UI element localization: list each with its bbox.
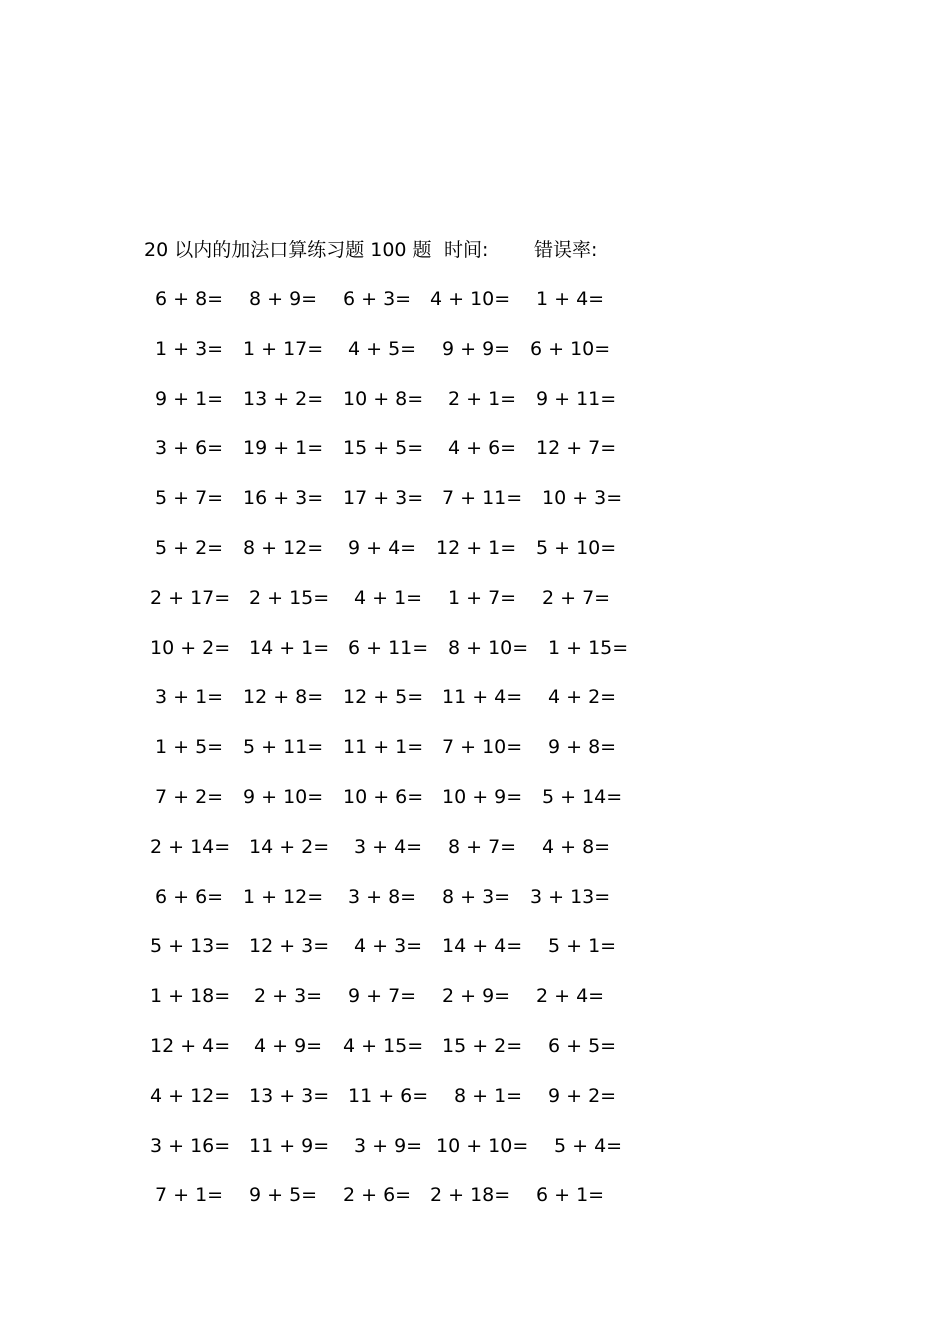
problem-item: 9 + 11= bbox=[536, 387, 617, 410]
problem-item: 4 + 2= bbox=[548, 686, 617, 709]
problem-row bbox=[0, 533, 950, 563]
problem-item: 10 + 8= bbox=[343, 387, 424, 410]
problem-item: 1 + 15= bbox=[548, 636, 629, 659]
problem-item: 10 + 9= bbox=[442, 786, 523, 808]
problem-item: 5 + 2= bbox=[155, 537, 224, 559]
problem-row bbox=[0, 1081, 950, 1111]
problem-row bbox=[0, 384, 950, 414]
problem-item: 8 + 1= bbox=[454, 1084, 523, 1107]
problem-item: 2 + 14= bbox=[150, 835, 231, 858]
problem-item: 12 + 5= bbox=[343, 686, 424, 709]
problem-item: 2 + 4= bbox=[536, 985, 605, 1008]
problem-item: 9 + 5= bbox=[249, 1184, 318, 1207]
problem-item: 12 + 1= bbox=[436, 537, 517, 559]
problem-item: 8 + 10= bbox=[448, 636, 529, 659]
problem-item: 4 + 1= bbox=[354, 586, 423, 609]
problem-item: 1 + 4= bbox=[536, 288, 605, 310]
problem-item: 14 + 1= bbox=[249, 636, 330, 659]
problem-item: 4 + 10= bbox=[430, 288, 511, 310]
problem-item: 1 + 5= bbox=[155, 736, 224, 759]
problem-item: 5 + 11= bbox=[243, 736, 324, 759]
problem-item: 9 + 1= bbox=[155, 387, 224, 410]
problem-row bbox=[0, 334, 950, 364]
problem-item: 2 + 6= bbox=[343, 1184, 412, 1207]
problem-item: 12 + 7= bbox=[536, 437, 617, 460]
problem-item: 16 + 3= bbox=[243, 487, 324, 510]
problem-item: 3 + 16= bbox=[150, 1134, 231, 1157]
problem-item: 14 + 2= bbox=[249, 835, 330, 858]
problem-item: 7 + 10= bbox=[442, 736, 523, 759]
problem-item: 2 + 18= bbox=[430, 1184, 511, 1207]
problem-item: 9 + 4= bbox=[348, 537, 417, 559]
problem-item: 6 + 10= bbox=[530, 337, 611, 360]
problem-item: 5 + 7= bbox=[155, 487, 224, 510]
problem-item: 4 + 6= bbox=[448, 437, 517, 460]
problem-row bbox=[0, 782, 950, 812]
problem-item: 5 + 4= bbox=[554, 1134, 623, 1157]
problem-item: 3 + 8= bbox=[348, 885, 417, 908]
problem-item: 2 + 3= bbox=[254, 985, 323, 1008]
problem-item: 12 + 3= bbox=[249, 935, 330, 958]
problem-item: 11 + 9= bbox=[249, 1134, 330, 1157]
problem-item: 13 + 2= bbox=[243, 387, 324, 410]
problem-item: 19 + 1= bbox=[243, 437, 324, 460]
problem-row bbox=[0, 433, 950, 463]
problem-item: 15 + 5= bbox=[343, 437, 424, 460]
problem-row bbox=[0, 483, 950, 513]
time-label: 时间: bbox=[444, 239, 489, 261]
problem-item: 4 + 8= bbox=[542, 835, 611, 858]
problem-item: 8 + 9= bbox=[249, 288, 318, 310]
problem-row bbox=[0, 1031, 950, 1061]
worksheet-title: 20 以内的加法口算练习题 100 题 bbox=[144, 239, 432, 261]
problem-item: 3 + 1= bbox=[155, 686, 224, 709]
problem-item: 5 + 13= bbox=[150, 935, 231, 958]
problem-item: 2 + 1= bbox=[448, 387, 517, 410]
problem-item: 8 + 12= bbox=[243, 537, 324, 559]
problem-item: 1 + 12= bbox=[243, 885, 324, 908]
problem-item: 6 + 1= bbox=[536, 1184, 605, 1207]
problem-item: 5 + 1= bbox=[548, 935, 617, 958]
problem-item: 9 + 7= bbox=[348, 985, 417, 1008]
problem-item: 1 + 18= bbox=[150, 985, 231, 1008]
problem-item: 1 + 17= bbox=[243, 337, 324, 360]
problem-item: 9 + 2= bbox=[548, 1084, 617, 1107]
problem-item: 3 + 9= bbox=[354, 1134, 423, 1157]
problem-item: 10 + 6= bbox=[343, 786, 424, 808]
problem-item: 4 + 12= bbox=[150, 1084, 231, 1107]
problem-row bbox=[0, 284, 950, 314]
problem-item: 2 + 17= bbox=[150, 586, 231, 609]
problem-item: 8 + 3= bbox=[442, 885, 511, 908]
problem-item: 6 + 6= bbox=[155, 885, 224, 908]
problem-item: 11 + 1= bbox=[343, 736, 424, 759]
problem-row bbox=[0, 832, 950, 862]
problem-item: 3 + 6= bbox=[155, 437, 224, 460]
problem-item: 1 + 7= bbox=[448, 586, 517, 609]
problem-item: 3 + 13= bbox=[530, 885, 611, 908]
problem-item: 10 + 3= bbox=[542, 487, 623, 510]
problem-item: 6 + 8= bbox=[155, 288, 224, 310]
problem-row bbox=[0, 633, 950, 663]
problem-row bbox=[0, 931, 950, 961]
problem-item: 9 + 8= bbox=[548, 736, 617, 759]
problem-item: 2 + 15= bbox=[249, 586, 330, 609]
problem-item: 17 + 3= bbox=[343, 487, 424, 510]
problem-item: 3 + 4= bbox=[354, 835, 423, 858]
problem-item: 7 + 1= bbox=[155, 1184, 224, 1207]
problem-item: 7 + 2= bbox=[155, 786, 224, 808]
problem-item: 10 + 2= bbox=[150, 636, 231, 659]
problem-row bbox=[0, 1180, 950, 1210]
problem-item: 6 + 5= bbox=[548, 1035, 617, 1057]
problem-item: 2 + 7= bbox=[542, 586, 611, 609]
problem-item: 11 + 6= bbox=[348, 1084, 429, 1107]
problem-item: 11 + 4= bbox=[442, 686, 523, 709]
problem-row bbox=[0, 981, 950, 1011]
problem-item: 13 + 3= bbox=[249, 1084, 330, 1107]
error-rate-label: 错误率: bbox=[534, 239, 598, 261]
problem-item: 6 + 11= bbox=[348, 636, 429, 659]
problem-item: 4 + 3= bbox=[354, 935, 423, 958]
problem-item: 2 + 9= bbox=[442, 985, 511, 1008]
problem-item: 6 + 3= bbox=[343, 288, 412, 310]
problem-item: 10 + 10= bbox=[436, 1134, 529, 1157]
problem-row bbox=[0, 882, 950, 912]
problem-item: 12 + 4= bbox=[150, 1035, 231, 1057]
problem-item: 4 + 15= bbox=[343, 1035, 424, 1057]
problem-item: 12 + 8= bbox=[243, 686, 324, 709]
problem-item: 9 + 9= bbox=[442, 337, 511, 360]
problem-item: 14 + 4= bbox=[442, 935, 523, 958]
problem-item: 5 + 14= bbox=[542, 786, 623, 808]
problem-item: 9 + 10= bbox=[243, 786, 324, 808]
problem-row bbox=[0, 732, 950, 762]
problem-row bbox=[0, 1131, 950, 1161]
problem-item: 8 + 7= bbox=[448, 835, 517, 858]
problem-item: 15 + 2= bbox=[442, 1035, 523, 1057]
problem-row bbox=[0, 682, 950, 712]
problem-item: 4 + 5= bbox=[348, 337, 417, 360]
problem-row bbox=[0, 583, 950, 613]
problem-item: 7 + 11= bbox=[442, 487, 523, 510]
problem-item: 4 + 9= bbox=[254, 1035, 323, 1057]
problem-item: 1 + 3= bbox=[155, 337, 224, 360]
problem-item: 5 + 10= bbox=[536, 537, 617, 559]
